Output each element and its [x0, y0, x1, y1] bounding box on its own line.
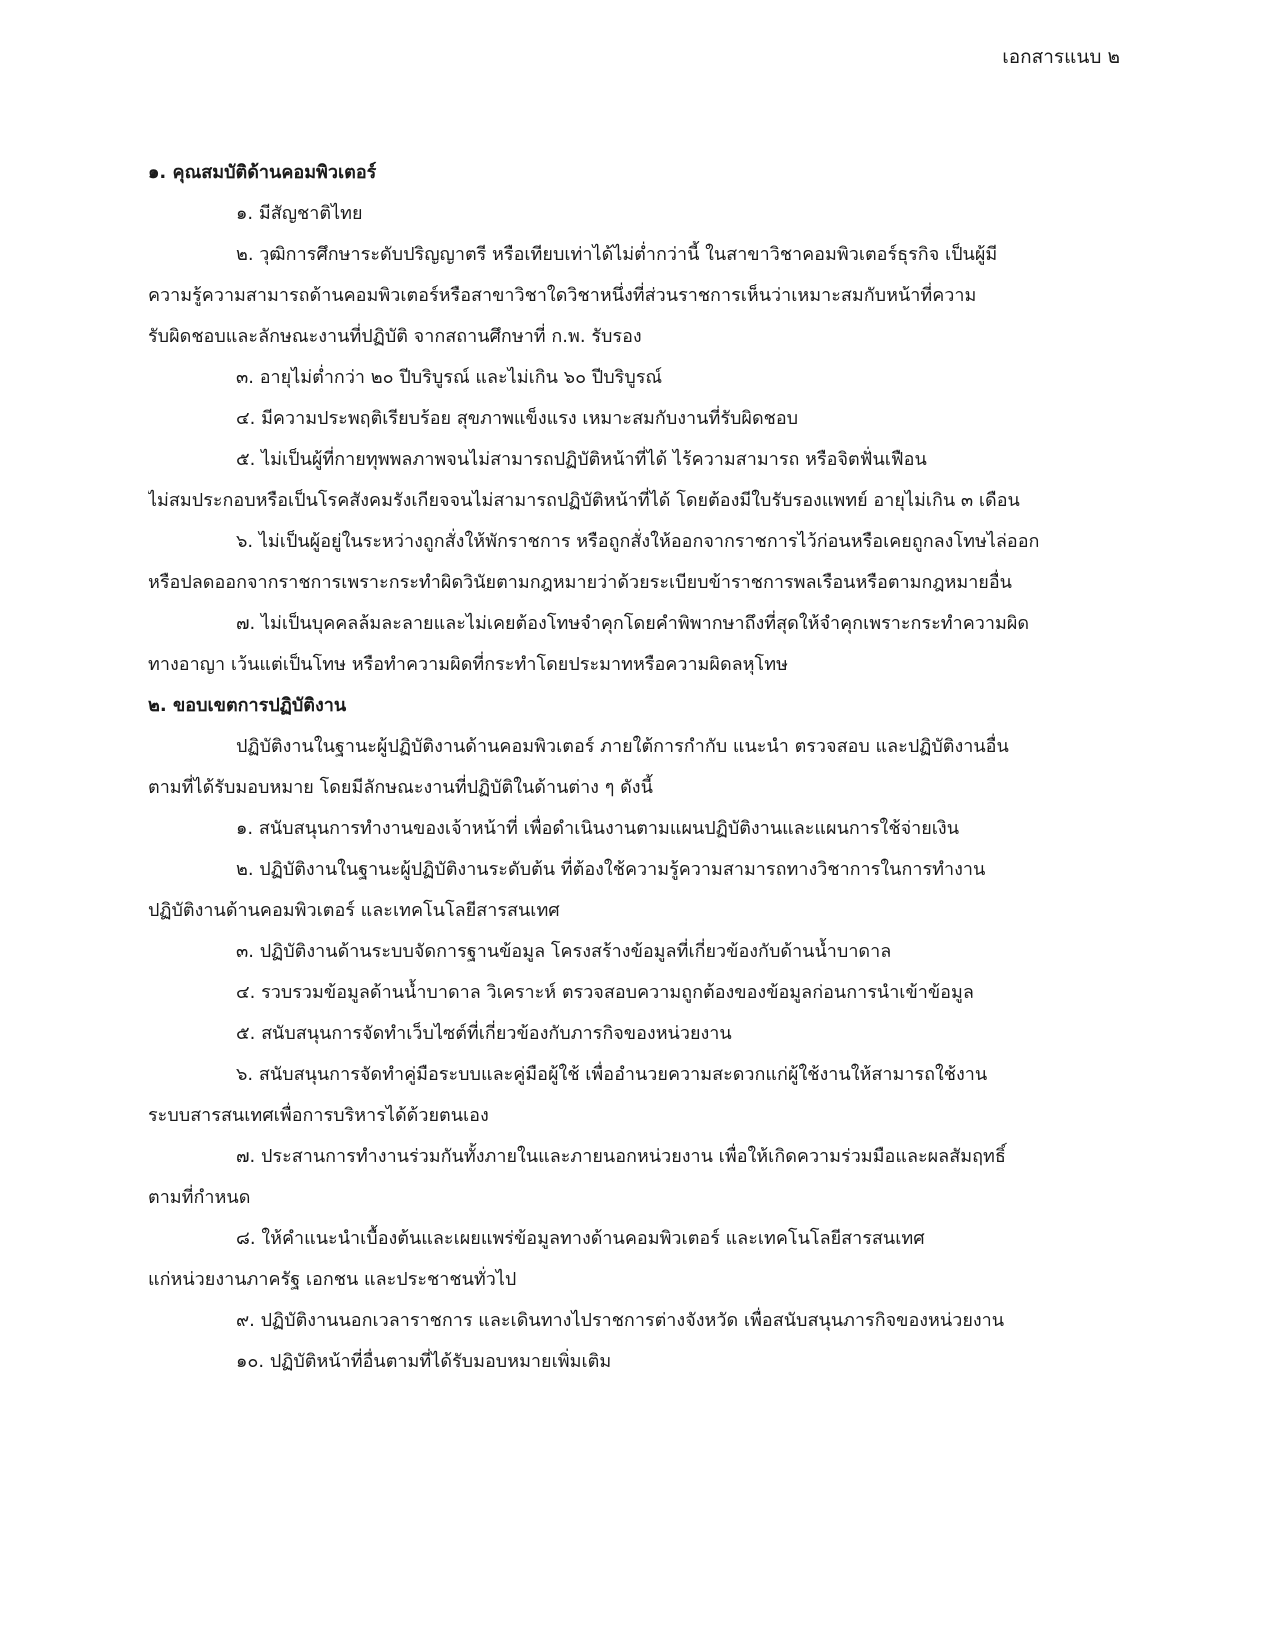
- s1-line-1: ๑. มีสัญชาติไทย: [236, 203, 363, 224]
- s1-line-8: ไม่สมประกอบหรือเป็นโรคสังคมรังเกียจจนไม่สามารถปฏิบัติหน้าที่ได้ โดยต้องมีใบรับรองแพทย์ อายุไม่เกิน ๓ เดือน: [148, 490, 1020, 511]
- s1-line-9: ๖. ไม่เป็นผู้อยู่ในระหว่างถูกสั่งให้พักราชการ หรือถูกสั่งให้ออกจากราชการไว้ก่อนหรือเคยถูกลงโทษไล่ออก: [236, 531, 1040, 552]
- s1-line-2: ๒. วุฒิการศึกษาระดับปริญญาตรี หรือเทียบเท่าได้ไม่ต่ำกว่านี้ ในสาขาวิชาคอมพิวเตอร์ธุรกิจ เป็นผู้มี: [236, 244, 998, 265]
- s1-line-3: ความรู้ความสามารถด้านคอมพิวเตอร์หรือสาขาวิชาใดวิชาหนึ่งที่ส่วนราชการเห็นว่าเหมาะสมกับหน้าที่ความ: [148, 285, 977, 306]
- s1-line-12: ทางอาญา เว้นแต่เป็นโทษ หรือทำความผิดที่กระทำโดยประมาทหรือความผิดลหุโทษ: [148, 654, 788, 675]
- attachment-label: เอกสารแนบ ๒: [1002, 46, 1120, 68]
- s2-line-1: ปฏิบัติงานในฐานะผู้ปฏิบัติงานด้านคอมพิวเตอร์ ภายใต้การกำกับ แนะนำ ตรวจสอบ และปฏิบัติงานอื่น: [236, 736, 1009, 757]
- s1-line-7: ๕. ไม่เป็นผู้ที่กายทุพพลภาพจนไม่สามารถปฏิบัติหน้าที่ได้ ไร้ความสามารถ หรือจิตฟั่นเฟือน: [236, 449, 927, 470]
- s2-line-11: ๗. ประสานการทำงานร่วมกันทั้งภายในและภายนอกหน่วยงาน เพื่อให้เกิดความร่วมมือและผลสัมฤทธิ์: [236, 1146, 1006, 1167]
- s2-line-4: ๒. ปฏิบัติงานในฐานะผู้ปฏิบัติงานระดับต้น ที่ต้องใช้ความรู้ความสามารถทางวิชาการในการทำงาน: [236, 859, 986, 880]
- s2-line-15: ๙. ปฏิบัติงานนอกเวลาราชการ และเดินทางไปราชการต่างจังหวัด เพื่อสนับสนุนภารกิจของหน่วยงาน: [236, 1310, 1005, 1331]
- s1-line-10: หรือปลดออกจากราชการเพราะกระทำผิดวินัยตามกฎหมายว่าด้วยระเบียบข้าราชการพลเรือนหรือตามกฎหมายอื่น: [148, 572, 1012, 593]
- section-2-heading: ๒. ขอบเขตการปฏิบัติงาน: [148, 695, 347, 716]
- s2-line-5: ปฏิบัติงานด้านคอมพิวเตอร์ และเทคโนโลยีสารสนเทศ: [148, 900, 560, 921]
- s2-line-6: ๓. ปฏิบัติงานด้านระบบจัดการฐานข้อมูล โครงสร้างข้อมูลที่เกี่ยวข้องกับด้านน้ำบาดาล: [236, 941, 892, 962]
- s1-line-5: ๓. อายุไม่ต่ำกว่า ๒๐ ปีบริบูรณ์ และไม่เกิน ๖๐ ปีบริบูรณ์: [236, 367, 663, 388]
- section-1-heading: ๑. คุณสมบัติด้านคอมพิวเตอร์: [148, 162, 377, 183]
- s2-line-16: ๑๐. ปฏิบัติหน้าที่อื่นตามที่ได้รับมอบหมายเพิ่มเติม: [236, 1351, 612, 1372]
- s2-line-10: ระบบสารสนเทศเพื่อการบริหารได้ด้วยตนเอง: [148, 1105, 489, 1126]
- s2-line-7: ๔. รวบรวมข้อมูลด้านน้ำบาดาล วิเคราะห์ ตรวจสอบความถูกต้องของข้อมูลก่อนการนำเข้าข้อมูล: [236, 982, 974, 1003]
- s2-line-8: ๕. สนับสนุนการจัดทำเว็บไซต์ที่เกี่ยวข้องกับภารกิจของหน่วยงาน: [236, 1023, 732, 1044]
- s1-line-4: รับผิดชอบและลักษณะงานที่ปฏิบัติ จากสถานศึกษาที่ ก.พ. รับรอง: [148, 326, 642, 347]
- s1-line-6: ๔. มีความประพฤติเรียบร้อย สุขภาพแข็งแรง เหมาะสมกับงานที่รับผิดชอบ: [236, 408, 799, 429]
- document-body: [148, 152, 1124, 1382]
- s2-line-13: ๘. ให้คำแนะนำเบื้องต้นและเผยแพร่ข้อมูลทางด้านคอมพิวเตอร์ และเทคโนโลยีสารสนเทศ: [236, 1228, 925, 1249]
- s2-line-2: ตามที่ได้รับมอบหมาย โดยมีลักษณะงานที่ปฏิบัติในด้านต่าง ๆ ดังนี้: [148, 777, 653, 798]
- s1-line-11: ๗. ไม่เป็นบุคคลล้มละลายและไม่เคยต้องโทษจำคุกโดยคำพิพากษาถึงที่สุดให้จำคุกเพราะกระทำความผิด: [236, 613, 1030, 634]
- s2-line-3: ๑. สนับสนุนการทำงานของเจ้าหน้าที่ เพื่อดำเนินงานตามแผนปฏิบัติงานและแผนการใช้จ่ายเงิน: [236, 818, 960, 839]
- s2-line-12: ตามที่กำหนด: [148, 1187, 251, 1208]
- s2-line-14: แก่หน่วยงานภาครัฐ เอกชน และประชาชนทั่วไป: [148, 1269, 517, 1290]
- s2-line-9: ๖. สนับสนุนการจัดทำคู่มือระบบและคู่มือผู้ใช้ เพื่ออำนวยความสะดวกแก่ผู้ใช้งานให้สามารถใช้งาน: [236, 1064, 988, 1085]
